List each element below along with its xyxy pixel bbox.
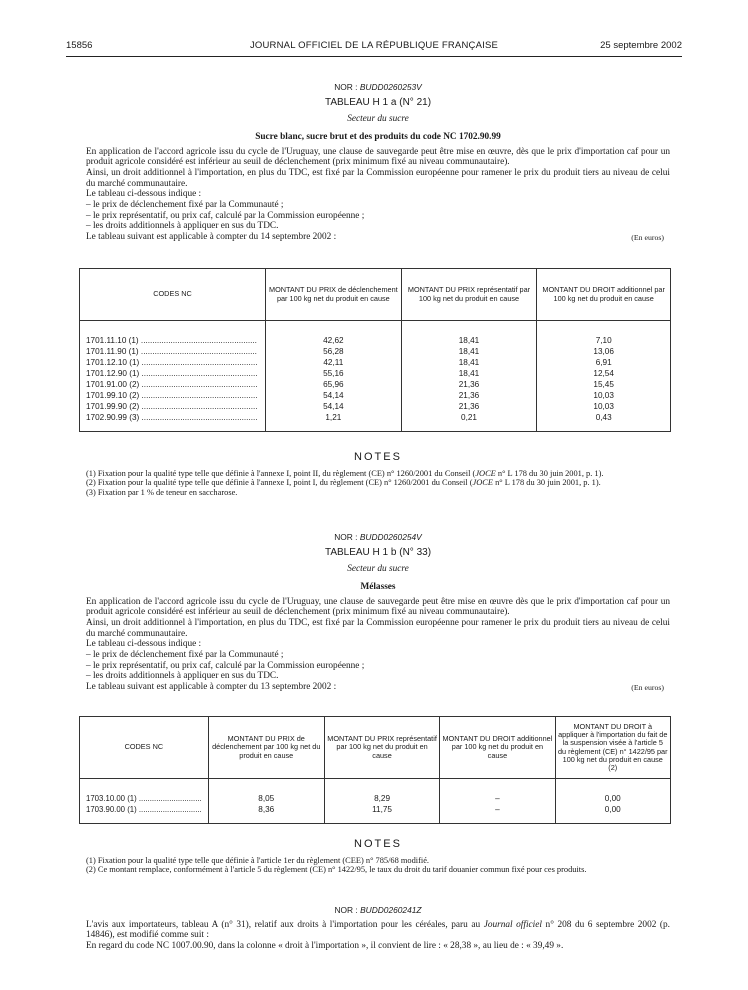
paragraph: Ainsi, un droit additionnel à l'importation, en plus du TDC, est fixé par la Commission européenne pour ramener le prix du produit tiers au niveau de celui du marché communautaire. — [86, 617, 670, 639]
column-header: MONTANT DU PRIX de déclenchement par 100 kg net du produit en cause — [208, 717, 324, 779]
nor-code: BUDD0260254V — [359, 532, 422, 542]
section1-intro — [86, 83, 670, 243]
paragraph: En regard du code NC 1007.00.90, dans la colonne « droit à l'importation », il convient de lire : « 28,38 », au lieu de : « 39,49 ». — [86, 941, 564, 952]
column-header: CODES NC — [80, 717, 209, 779]
notes-title: NOTES — [354, 838, 402, 850]
column-header: MONTANT DU DROIT à appliquer à l'importation du fait de la suspension visée à l'article 5 du règlement (CE) n° 1422/95 par 100 kg net du produit en cause (2) — [555, 717, 670, 779]
nor-code: BUDD0260241Z — [360, 905, 422, 915]
list-item: – le prix de déclenchement fixé par la Communauté ; — [86, 199, 284, 210]
list-item: – le prix représentatif, ou prix caf, calculé par la Commission européenne ; — [86, 660, 365, 671]
table-row — [80, 390, 671, 401]
notes-section-1 — [86, 451, 670, 498]
paragraph: Le tableau suivant est applicable à compter du 13 septembre 2002 : — [86, 682, 337, 693]
nor-label: NOR : — [334, 82, 358, 92]
nc-code: 1701.99.10 (2) ................................................... — [80, 390, 266, 401]
note: (2) Ce montant remplace, conformément à l'article 5 du règlement (CE) n° 1422/95, le taux du droit du tarif douanier commun fixé pour ces produits. — [86, 865, 587, 875]
nc-code: 1701.12.90 (1) ................................................... — [80, 368, 266, 379]
nor-line — [86, 533, 670, 543]
trigger-price: 55,16 — [265, 368, 401, 379]
page-header — [66, 40, 682, 54]
additional-duty: 13,06 — [537, 346, 671, 357]
column-header: MONTANT DU DROIT additionnel par 100 kg net du produit en cause — [537, 269, 671, 321]
column-header: CODES NC — [80, 269, 266, 321]
trigger-price: 42,62 — [265, 335, 401, 346]
column-header: MONTANT DU PRIX représentatif par 100 kg net du produit en cause — [324, 717, 440, 779]
trigger-price: 54,14 — [265, 390, 401, 401]
note: (1) Fixation pour la qualité type telle que définie à l'annexe I, point II, du règlement (CE) n° 1260/2001 du Conseil (JOCE n° L 178 du 30 juin 2001, p. 1). — [86, 468, 604, 478]
tableau-title: TABLEAU H 1 a (N° 21) — [324, 96, 432, 108]
paragraph: En application de l'accord agricole issu du cycle de l'Uruguay, une clause de sauvegarde peut être mise en œuvre dès que le prix d'importation caf pour un produit agricole considéré est inférieur au seuil de déclenchement (prix minimum fixé au niveau communautaire). — [86, 596, 670, 618]
additional-duty: – — [440, 804, 555, 824]
column-header: MONTANT DU PRIX de déclenchement par 100 kg net du produit en cause — [265, 269, 401, 321]
trigger-price: 1,21 — [265, 412, 401, 432]
paragraph: L'avis aux importateurs, tableau A (n° 31), relatif aux droits à l'importation pour les céréales, paru au Journal officiel n° 208 du 6 septembre 2002 (p. 14846), est modifié comme suit : — [86, 919, 670, 941]
nor-label: NOR : — [334, 905, 358, 915]
list-item: – les droits additionnels à appliquer en sus du TDC. — [86, 221, 279, 232]
note: (3) Fixation par 1 % de teneur en saccharose. — [86, 487, 238, 497]
representative-price: 18,41 — [401, 346, 537, 357]
additional-duty: 10,03 — [537, 390, 671, 401]
additional-duty: 7,10 — [537, 335, 671, 346]
nc-code: 1703.90.00 (1) ............................. — [80, 804, 209, 824]
table-row — [80, 793, 671, 804]
additional-duty: 10,03 — [537, 401, 671, 412]
representative-price: 11,75 — [324, 804, 440, 824]
table-row — [80, 346, 671, 357]
representative-price: 21,36 — [401, 390, 537, 401]
sector-label: Secteur du sucre — [347, 564, 409, 575]
representative-price: 18,41 — [401, 335, 537, 346]
publication-date: 25 septembre 2002 — [600, 40, 682, 51]
nc-code: 1701.11.90 (1) ................................................... — [80, 346, 266, 357]
units-label: (En euros) — [631, 682, 664, 692]
note: (2) Fixation pour la qualité type telle que définie à l'annexe I, point I, du règlement (CE) n° 1260/2001 du Conseil (JOCE n° L 178 du 30 juin 2001, p. 1). — [86, 478, 601, 488]
nc-code: 1701.91.00 (2) ................................................... — [80, 379, 266, 390]
notes-title: NOTES — [354, 451, 402, 463]
sector-label: Secteur du sucre — [347, 114, 409, 125]
paragraph: Le tableau suivant est applicable à compter du 14 septembre 2002 : — [86, 232, 337, 243]
nor-code: BUDD0260253V — [359, 82, 422, 92]
trigger-price: 56,28 — [265, 346, 401, 357]
paragraph: Le tableau ci-dessous indique : — [86, 639, 202, 650]
section3 — [86, 906, 670, 952]
representative-price: 21,36 — [401, 379, 537, 390]
table-row — [80, 379, 671, 390]
nc-code: 1702.90.99 (3) ................................................... — [80, 412, 266, 432]
trigger-price: 42,11 — [265, 357, 401, 368]
table-row — [80, 335, 671, 346]
additional-duty: – — [440, 793, 555, 804]
nc-code: 1701.11.10 (1) ................................................... — [80, 335, 266, 346]
additional-duty: 6,91 — [537, 357, 671, 368]
table-row — [80, 804, 671, 824]
section-heading: Sucre blanc, sucre brut et des produits du code NC 1702.90.99 — [255, 131, 501, 142]
nc-code: 1701.99.90 (2) ................................................... — [80, 401, 266, 412]
nor-label: NOR : — [334, 532, 358, 542]
page-number: 15856 — [66, 40, 93, 51]
import-duty: 0,00 — [555, 793, 670, 804]
trigger-price: 8,05 — [208, 793, 324, 804]
representative-price: 8,29 — [324, 793, 440, 804]
list-item: – le prix représentatif, ou prix caf, calculé par la Commission européenne ; — [86, 210, 365, 221]
trigger-price: 54,14 — [265, 401, 401, 412]
notes-section-2 — [86, 838, 670, 875]
additional-duty: 0,43 — [537, 412, 671, 432]
section2-intro — [86, 533, 670, 693]
nc-code: 1703.10.00 (1) ............................. — [80, 793, 209, 804]
trigger-price: 65,96 — [265, 379, 401, 390]
note: (1) Fixation pour la qualité type telle que définie à l'article 1er du règlement (CEE) n° 785/68 modifié. — [86, 855, 430, 865]
header-rule — [66, 56, 682, 57]
import-duty: 0,00 — [555, 804, 670, 824]
representative-price: 18,41 — [401, 357, 537, 368]
nc-code: 1701.12.10 (1) ................................................... — [80, 357, 266, 368]
column-header: MONTANT DU DROIT additionnel par 100 kg net du produit en cause — [440, 717, 555, 779]
tableau-title: TABLEAU H 1 b (N° 33) — [324, 546, 432, 558]
representative-price: 21,36 — [401, 401, 537, 412]
list-item: – le prix de déclenchement fixé par la Communauté ; — [86, 649, 284, 660]
trigger-price: 8,36 — [208, 804, 324, 824]
table-row — [80, 401, 671, 412]
representative-price: 18,41 — [401, 368, 537, 379]
representative-price: 0,21 — [401, 412, 537, 432]
nor-line — [86, 906, 670, 916]
section-heading: Mélasses — [360, 581, 396, 592]
units-label: (En euros) — [631, 232, 664, 242]
journal-title: JOURNAL OFFICIEL DE LA RÉPUBLIQUE FRANÇAISE — [249, 40, 499, 51]
paragraph: Ainsi, un droit additionnel à l'importation, en plus du TDC, est fixé par la Commission européenne pour ramener le prix du produit tiers au niveau de celui du marché communautaire. — [86, 167, 670, 189]
nor-line — [86, 83, 670, 93]
table-row — [80, 368, 671, 379]
additional-duty: 12,54 — [537, 368, 671, 379]
paragraph: En application de l'accord agricole issu du cycle de l'Uruguay, une clause de sauvegarde peut être mise en œuvre, dès que le prix d'importation caf pour un produit agricole considéré est inférieur au seuil de déclenchement (prix minimum fixé au niveau communautaire). — [86, 146, 670, 168]
table-h1a — [79, 268, 671, 432]
table-h1b — [79, 716, 671, 824]
paragraph: Le tableau ci-dessous indique : — [86, 189, 202, 200]
table-row — [80, 412, 671, 432]
additional-duty: 15,45 — [537, 379, 671, 390]
table-row — [80, 357, 671, 368]
list-item: – les droits additionnels à appliquer en sus du TDC. — [86, 671, 279, 682]
column-header: MONTANT DU PRIX représentatif par 100 kg net du produit en cause — [401, 269, 537, 321]
